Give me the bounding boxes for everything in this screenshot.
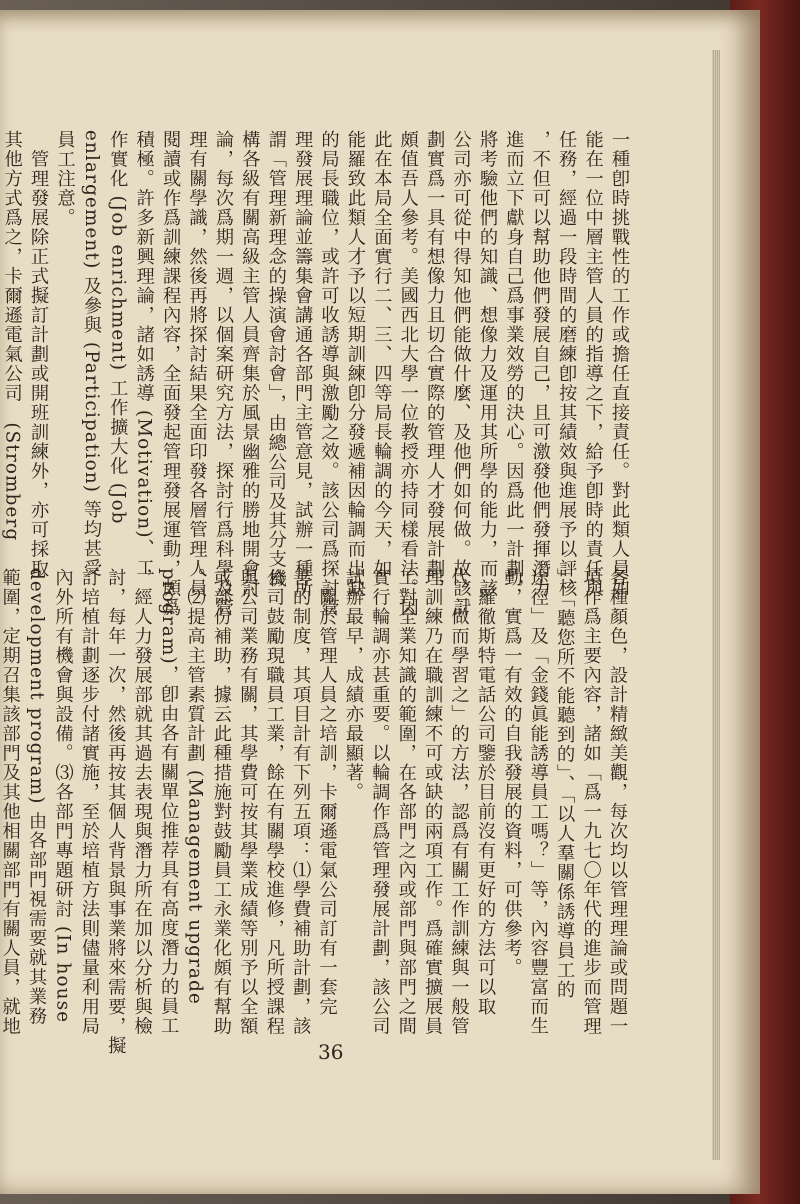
text-line: 公司亦可從中得知他們能做什麼、及他們如何做。故該計 [450, 130, 472, 618]
text-line: 任務，經過一段時間的磨練卽按其績效與進展予以評核 [556, 130, 578, 598]
text-line: 與公司業務有關，其學費可按其學業成績等別予以全額 [237, 568, 259, 1036]
text-line: 能羅致此類人才予以短期訓練卽分發遞補因輪調而出缺 [344, 130, 366, 598]
text-line: 其他方式爲之，卡爾遜電氣公司 (Stromberg [1, 130, 23, 542]
text-line: ，經人力發展部就其過去表現與潛力所在加以分析與檢 [131, 568, 153, 1036]
text-line: 理發展理論並籌集會講通各部門主管意見，試辦一種所 [292, 130, 314, 598]
text-line: 或部份補助，據云此種措施對鼓勵員工永業化頗有幫助 [210, 568, 232, 1036]
text-line: 閱讀或作爲訓練課程內容，全面發起管理發展運動，頗爲 [160, 130, 182, 618]
text-line: development program) 由各部門視需要就其業務 [26, 568, 48, 1026]
text-line: 善的制度，其項目計有下列五項：⑴學費補助計劃，該 [290, 568, 312, 1036]
text-line: 謂「管理新理念的操演會討會」，由總公司及其分支機 [265, 130, 287, 589]
text-line: 頗值吾人參考。美國西北大學一位教授亦持同樣看法。因 [397, 130, 419, 618]
text-line: 理有關學識，然後再將探討結果全面印發各層管理人員 [186, 130, 208, 598]
text-line: 代「做而學習之」的方法，認爲有關工作訓練與一般管 [448, 568, 470, 1036]
text-line: 的局長職位，或許可收誘導與激勵之效。該公司爲探討管 [318, 130, 340, 618]
text-line: 範圍，定期召集該部門及其他相關部門有關人員，就地 [0, 568, 21, 1036]
text-line: 理訓練乃在職訓練不可或缺的兩項工作。爲確實擴展員 [422, 568, 444, 1036]
text-line: 各種顏色，設計精緻美觀，每次均以管理理論或問題一 [607, 568, 628, 1036]
text-line: 訂培植計劃逐步付諸實施，至於培植方法則儘量利用局 [78, 568, 100, 1036]
text-line: 實行輪調亦甚重要。以輪調作爲管理發展計劃，該公司 [369, 568, 391, 1036]
text-line: program)，卽由各有關單位推荐具有高度潛力的員工 [158, 568, 180, 1036]
text-line: 項作爲主要內容，諸如「爲一九七〇年代的進步而管理 [580, 568, 602, 1036]
text-line: 員工注意。 [54, 130, 76, 228]
text-line: enlargement) 及參與 (Participation) 等均甚受 [80, 130, 102, 579]
text-line: 羅徹斯特電話公司鑒於目前沒有更好的方法可以取 [474, 568, 496, 1017]
upper-text-block [1, 130, 632, 618]
text-line: 工對全業知識的範圍，在各部門之內或部門與部門之間 [395, 568, 417, 1036]
text-line: 試辦最早，成績亦最顯著。 [342, 568, 364, 802]
text-line: 關於管理人員之培訓，卡爾遜電氣公司訂有一套完 [316, 568, 338, 1017]
text-line: 進而立下獻身自己爲事業效勞的決心。因爲此一計劃， [503, 130, 525, 598]
text-line: 公司鼓勵現職員工業，餘在有關學校進修，凡所授課程 [263, 568, 285, 1036]
text-line: 此在本局全面實行二、三、四等局長輪調的今天，如 [371, 130, 393, 579]
text-line: 管理發展除正式擬訂計劃或開班訓練外，亦可採取 [28, 130, 50, 579]
text-line: 動，實爲一有效的自我發展的資料，可供參考。 [501, 568, 523, 978]
text-line: 討，每年一次，然後再按其個人背景與事業將來需要，擬 [105, 568, 127, 1056]
page-edge [712, 50, 720, 1160]
text-line: 作實化 (Job enrichment) 工作擴大化 (Job [107, 130, 129, 525]
text-line: 論，每次爲期一週，以個案研究方法，探討行爲科學及管 [212, 130, 234, 618]
page-number: 36 [318, 1040, 344, 1064]
text-line: 途徑」及「金錢眞能誘導員工嗎？」等，內容豐富而生 [527, 568, 549, 1036]
text-line: 內外所有機會與設備。⑶各部門專題研討 (In house [52, 568, 74, 1024]
text-line: 構各級有關高級主管人員齊集於風景幽雅的勝地開會討 [239, 130, 261, 598]
text-line: ，不但可以幫助他們發展自己，且可激發他們發揮潛力 [529, 130, 551, 598]
text-line: 能在一位中層主管人員的指導之下，給予卽時的責任與 [582, 130, 604, 598]
text-line: 積極。許多新興理論，諸如誘導 (Motivation)、工 [133, 130, 155, 578]
text-line: 」、「聽您所不能聽到的」、「以人羣關係誘導員工的 [554, 568, 576, 1000]
text-line: 劃實爲一具有想像力且切合實際的管理人才發展計劃， [424, 130, 446, 598]
text-line: 。⑵提高主管素質計劃 (Management upgrade [184, 568, 206, 1006]
text-line: 一種卽時挑戰性的工作或擔任直接責任。對此類人員如 [609, 130, 630, 598]
text-line: 將考驗他們的知識、想像力及運用其所學的能力，而該 [476, 130, 498, 598]
